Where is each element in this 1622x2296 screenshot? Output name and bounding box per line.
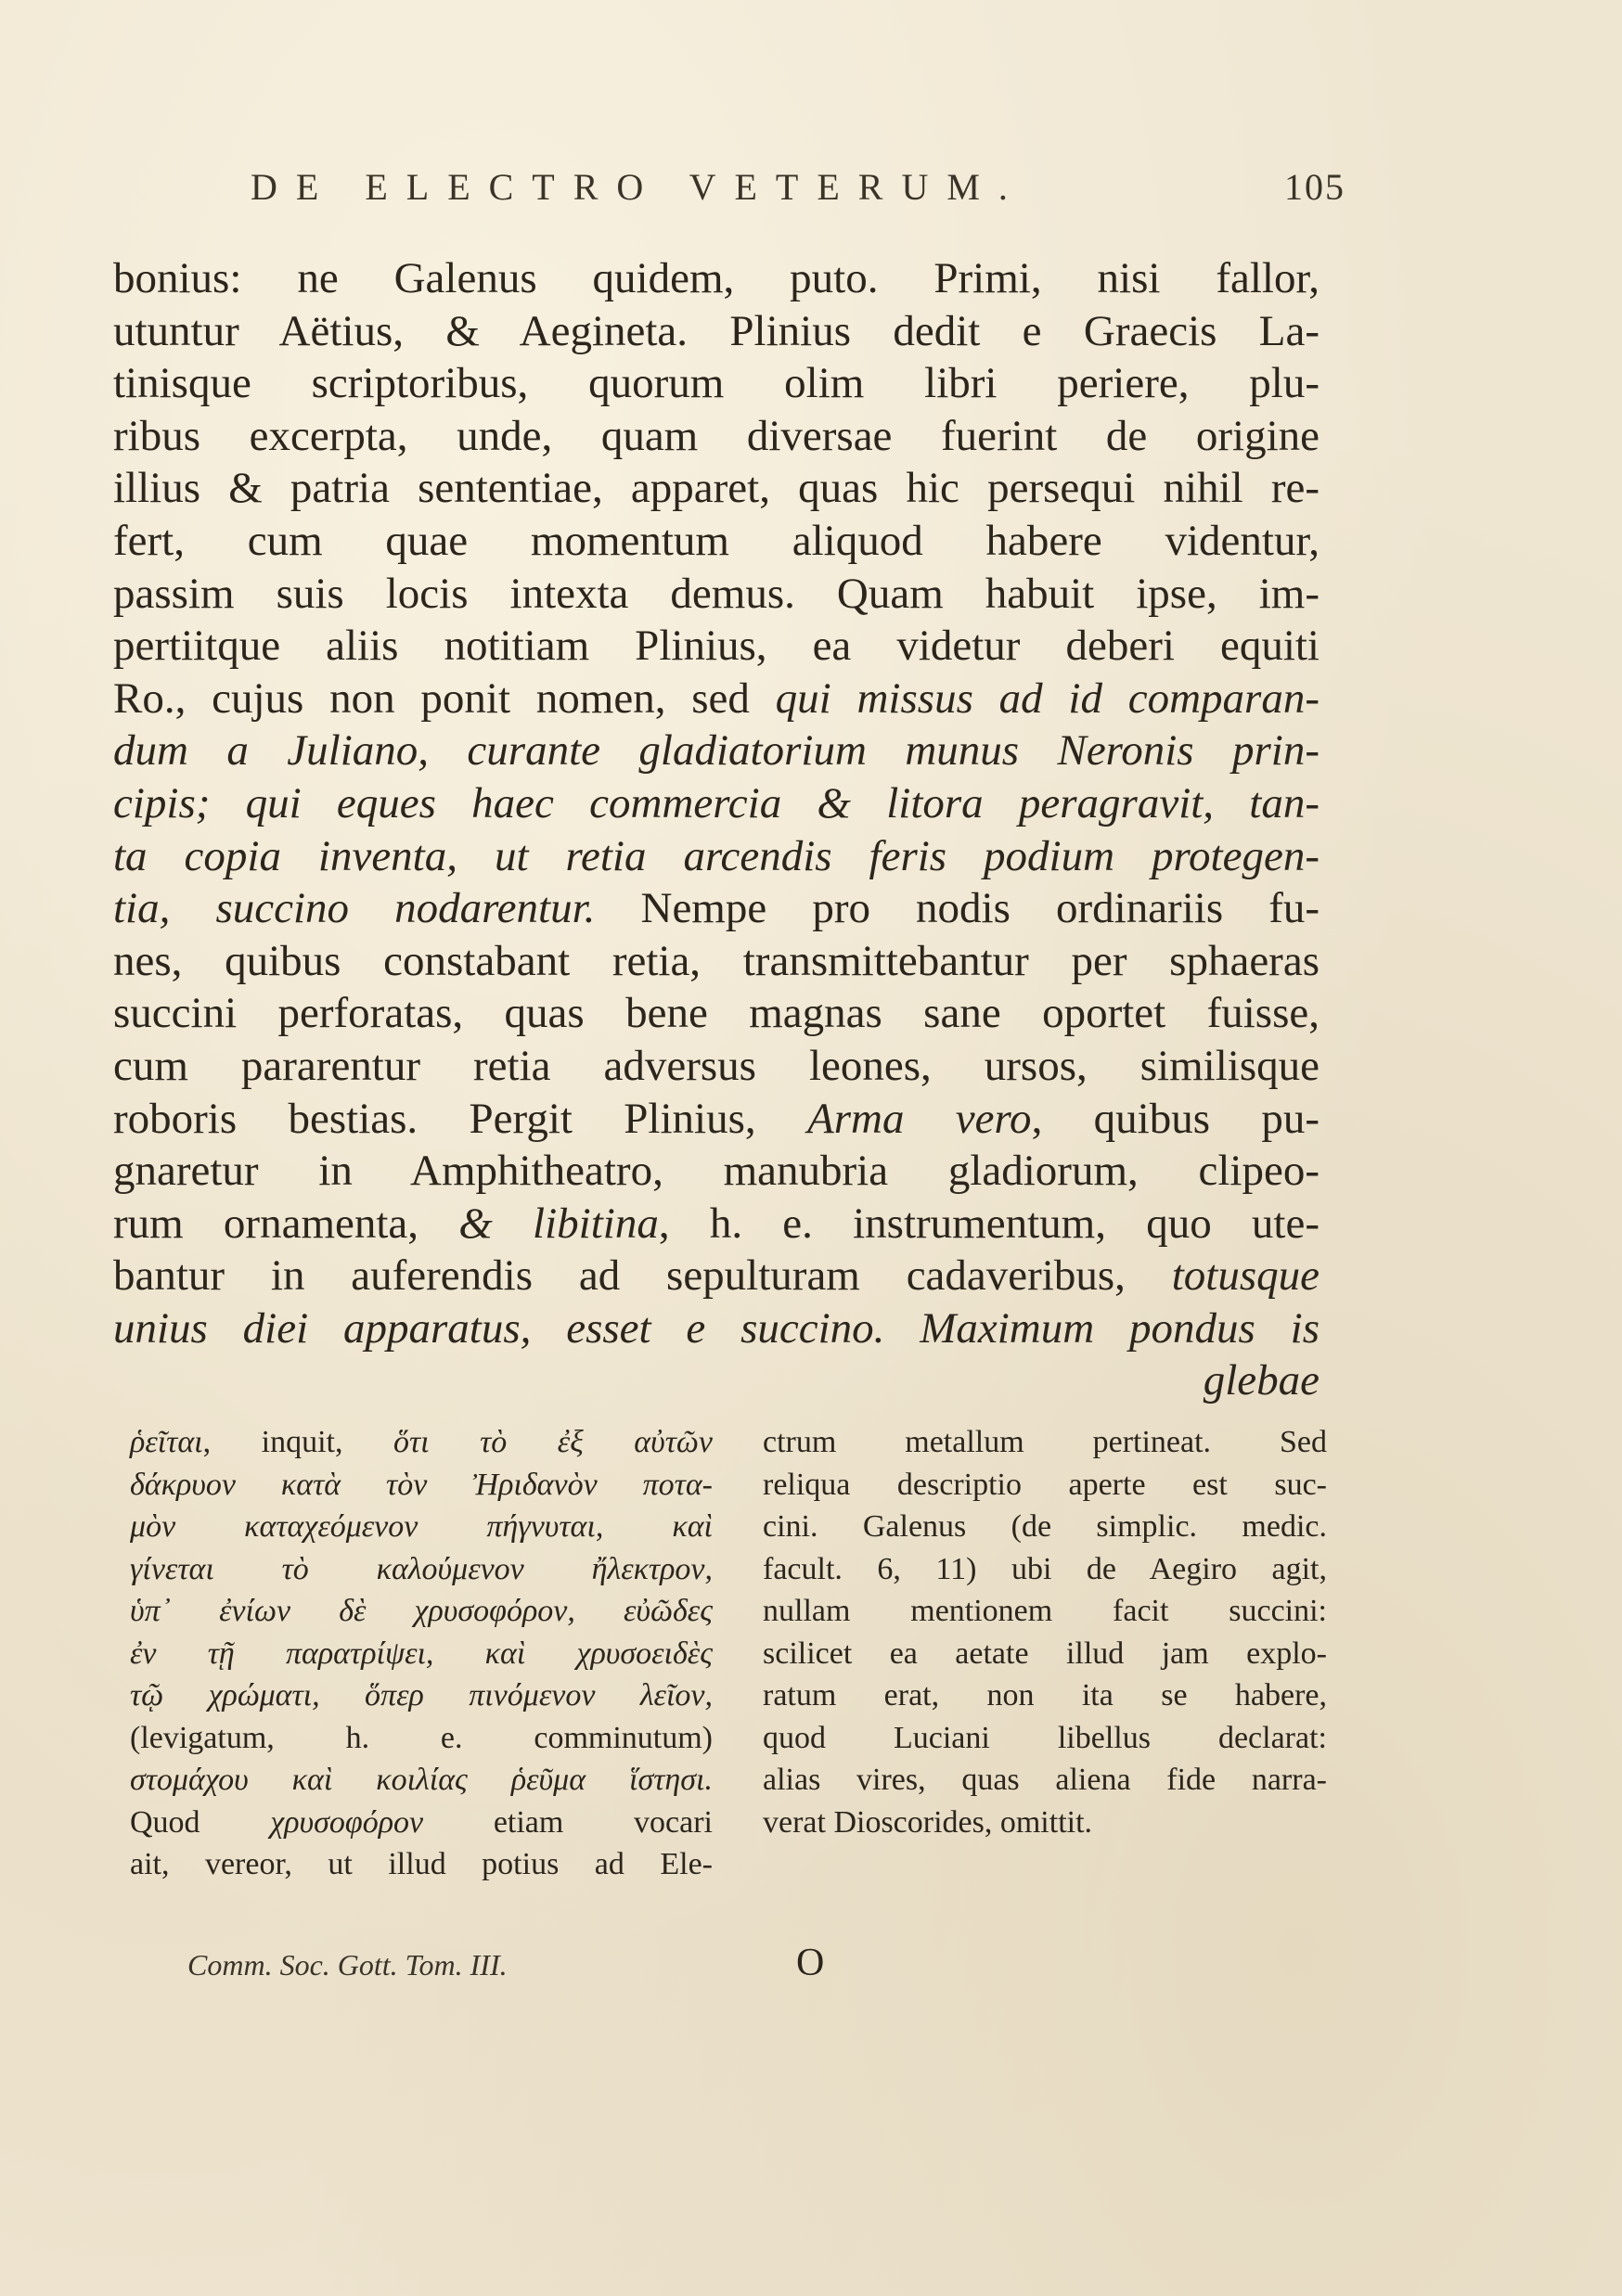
footnote-line xyxy=(130,1759,713,1802)
italic-quote: qui missus ad id comparan- xyxy=(775,673,1319,723)
italic-quote: unius diei apparatus, esset e succino. Maximum pondus is xyxy=(113,1303,1319,1353)
text-line xyxy=(113,987,1319,1040)
text-line xyxy=(113,1145,1319,1198)
greek-text: ὅτι τὸ ἐξ αὐτῶν xyxy=(393,1425,713,1459)
running-head xyxy=(121,156,1345,221)
text-run: passim suis locis intexta demus. Quam habuit ipse, im- xyxy=(113,569,1319,618)
footnote-line xyxy=(130,1843,713,1886)
text-line xyxy=(113,830,1319,883)
text-run: ait, vereor, ut illud potius ad Ele- xyxy=(130,1847,713,1881)
page-number: 105 xyxy=(1284,166,1345,208)
footnote-line: verat Dioscorides, omittit. xyxy=(763,1804,1093,1840)
text-run: pertiitque aliis notitiam Plinius, ea videtur deberi equiti xyxy=(113,622,1319,671)
text-line xyxy=(113,515,1319,568)
greek-text: τῷ χρώματι, ὅπερ πινόμενον λεῖον, xyxy=(130,1678,713,1712)
text-line xyxy=(113,462,1319,515)
footnote-column-left xyxy=(130,1421,713,1886)
text-line xyxy=(113,1093,1319,1146)
footnote-line: reliqua descriptio aperte est suc- xyxy=(763,1467,1327,1502)
footnote-line: cini. Galenus (de simplic. medic. xyxy=(763,1509,1327,1544)
text-line xyxy=(113,1354,1319,1407)
greek-text: δάκρυον κατὰ τὸν Ἠριδανὸν ποτα- xyxy=(130,1467,713,1502)
footnote-line xyxy=(130,1674,713,1717)
greek-text: ἐν τῇ παρατρίψει, καὶ χρυσοειδὲς xyxy=(130,1635,713,1671)
text-line xyxy=(113,1302,1319,1355)
sheet-signature-mark: O xyxy=(796,1942,825,1984)
text-line xyxy=(113,882,1319,935)
text-line xyxy=(113,777,1319,830)
text-run: gnaretur in Amphitheatro, manubria gladiorum, clipeo- xyxy=(113,1147,1319,1196)
text-line xyxy=(113,935,1319,988)
text-line xyxy=(113,568,1319,621)
text-run: , inquit, xyxy=(202,1425,393,1459)
text-line xyxy=(113,252,1319,305)
text-run: fert, cum quae momentum aliquod habere videntur, xyxy=(113,516,1319,565)
text-run: ribus excerpta, unde, quam diversae fuerint de origine xyxy=(113,411,1319,460)
text-run: (levigatum, h. e. comminutum) xyxy=(130,1720,713,1755)
text-run: cum pararentur retia adversus leones, ursos, similisque xyxy=(113,1041,1319,1090)
text-run: succini perforatas, quas bene magnas sane oportet fuisse, xyxy=(113,989,1319,1038)
text-run: utuntur Aëtius, & Aegineta. Plinius dedit e Graecis La- xyxy=(113,306,1319,355)
italic-quote: Arma vero xyxy=(807,1094,1032,1143)
footnote-line: quod Luciani libellus declarat: xyxy=(763,1720,1327,1755)
text-run: Quod xyxy=(130,1804,271,1840)
italic-quote: dum a Juliano, curante gladiatorium munus Neronis prin- xyxy=(113,726,1319,776)
footnote-line xyxy=(130,1633,713,1675)
text-run: Ro., cujus non ponit nomen, sed xyxy=(113,673,776,723)
greek-text: μὸν καταχεόμενον πήγνυται, καὶ xyxy=(130,1509,713,1544)
italic-quote: tia, succino nodarentur. xyxy=(113,884,596,933)
footnote-column-right xyxy=(763,1421,1327,1843)
footnote-line xyxy=(130,1802,713,1844)
signature-line: Comm. Soc. Gott. Tom. III. xyxy=(187,1948,508,1982)
text-line xyxy=(113,1040,1319,1093)
running-head-title: DE ELECTRO VETERUM. xyxy=(251,166,1026,208)
footnote-line xyxy=(130,1421,713,1464)
text-line xyxy=(113,305,1319,358)
footnote-line xyxy=(130,1464,713,1507)
text-run: etiam vocari xyxy=(423,1804,713,1840)
greek-text: στομάχου καὶ κοιλίας ῥεῦμα ἵστησι. xyxy=(130,1763,713,1797)
text-line xyxy=(113,357,1319,410)
text-line xyxy=(113,725,1319,777)
text-line xyxy=(113,673,1319,725)
text-run: rum ornamenta, xyxy=(113,1199,459,1248)
italic-quote: totusque xyxy=(1171,1251,1319,1301)
text-line xyxy=(113,1198,1319,1251)
text-run: Nempe pro nodis ordinariis fu- xyxy=(595,884,1320,933)
text-run: , h. e. instrumentum, quo ute- xyxy=(658,1199,1319,1248)
greek-text: χρυσοφόρον xyxy=(270,1804,424,1840)
footnote-line: ctrum metallum pertineat. Sed xyxy=(763,1425,1327,1459)
footnote-line: ratum erat, non ita se habere, xyxy=(763,1678,1327,1712)
footnote-line xyxy=(130,1506,713,1548)
italic-quote: glebae xyxy=(1203,1356,1319,1405)
greek-text: γίνεται τὸ καλούμενον ἤλεκτρον, xyxy=(130,1551,713,1586)
text-line xyxy=(113,620,1319,673)
footnote-line: nullam mentionem facit succini: xyxy=(763,1594,1327,1628)
text-line xyxy=(113,410,1319,463)
footnote-line: alias vires, quas aliena fide narra- xyxy=(763,1763,1327,1797)
main-body-text xyxy=(113,252,1319,1407)
greek-text: ῥεῖται xyxy=(130,1425,203,1459)
text-run: , quibus pu- xyxy=(1031,1094,1320,1143)
text-run: bantur in auferendis ad sepulturam cadaveribus, xyxy=(113,1251,1172,1301)
text-line xyxy=(113,1250,1319,1302)
text-run: illius & patria sententiae, apparet, quas hic persequi nihil re- xyxy=(113,464,1319,513)
text-run: tinisque scriptoribus, quorum olim libri periere, plu- xyxy=(113,359,1319,408)
footnote-line: scilicet ea aetate illud jam explo- xyxy=(763,1635,1327,1671)
footnote-line: facult. 6, 11) ubi de Aegiro agit, xyxy=(763,1551,1327,1586)
footnote-line xyxy=(130,1590,713,1633)
greek-text: ὑπ᾽ ἐνίων δὲ χρυσοφόρον, εὐῶδες xyxy=(130,1594,713,1628)
text-run: nes, quibus constabant retia, transmittebantur per sphaeras xyxy=(113,936,1319,985)
text-run: bonius: ne Galenus quidem, puto. Primi, nisi fallor, xyxy=(113,254,1319,302)
footnote-line xyxy=(130,1717,713,1760)
text-run: roboris bestias. Pergit Plinius, xyxy=(113,1094,807,1143)
italic-quote: & libitina xyxy=(458,1199,659,1248)
italic-quote: ta copia inventa, ut retia arcendis feris podium protegen- xyxy=(113,831,1319,880)
footnote-line xyxy=(130,1548,713,1591)
italic-quote: cipis; qui eques haec commercia & litora peragravit, tan- xyxy=(113,778,1319,827)
